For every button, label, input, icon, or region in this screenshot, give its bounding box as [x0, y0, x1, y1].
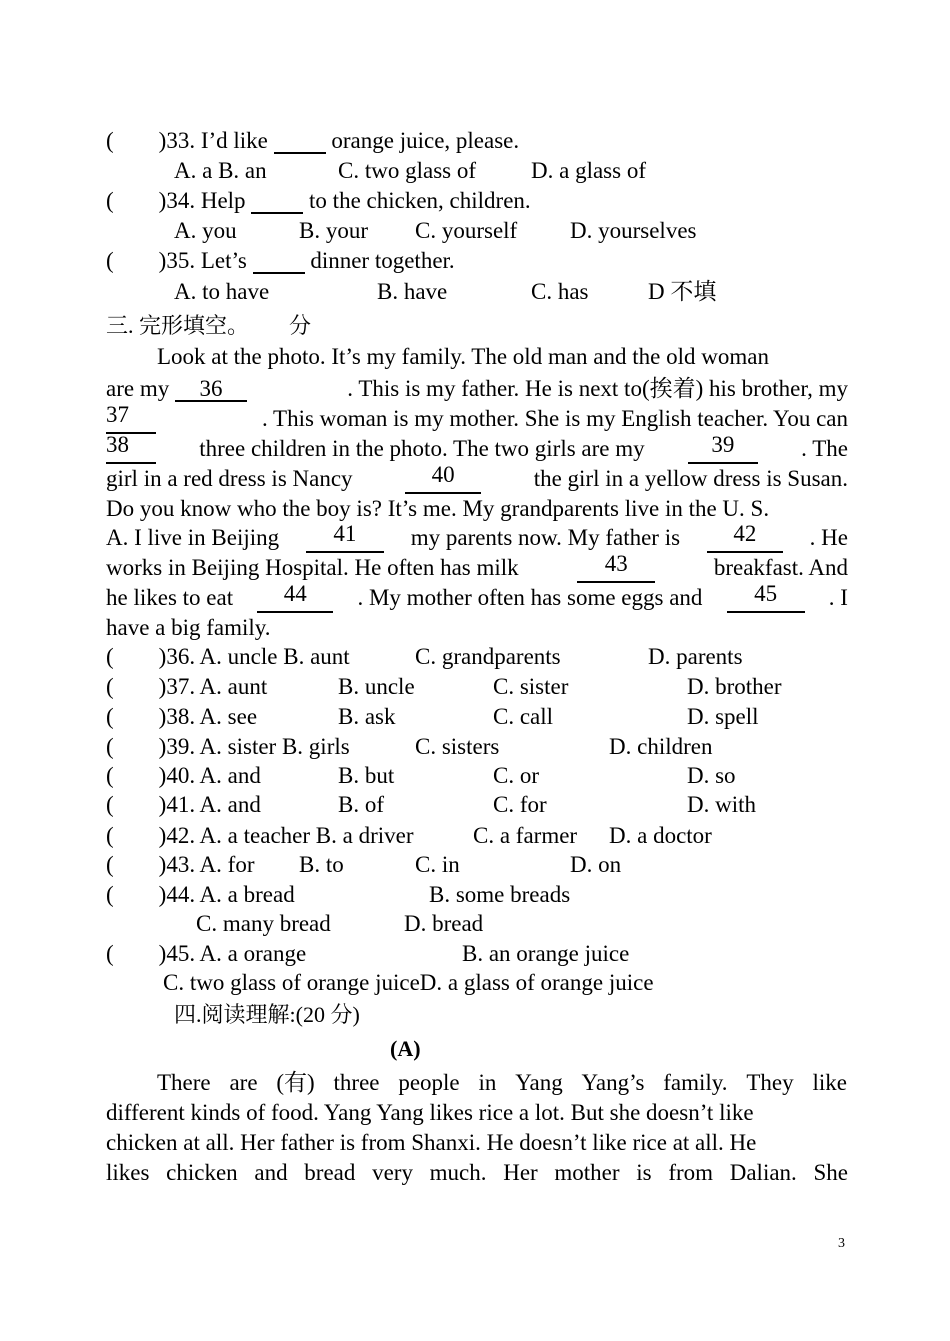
- passage-line-8: [106, 553, 848, 583]
- question-39: [106, 732, 350, 762]
- option-c: C. or: [493, 763, 539, 788]
- question-41: [106, 790, 261, 820]
- option-d: D. parents: [648, 644, 743, 669]
- reading-line-4: [106, 1158, 848, 1188]
- answer-paren: (: [106, 674, 114, 699]
- answer-paren: (: [106, 763, 114, 788]
- answer-paren: (: [106, 823, 114, 848]
- reading-word: is: [636, 1160, 652, 1185]
- passage-line-6: Do you know who the boy is? It’s me. My grandparents live in the U. S.: [106, 496, 770, 521]
- answer-blank: [251, 190, 303, 214]
- option-b: B. of: [338, 792, 384, 817]
- passage-text: . This is my father. He is next to(挨着) his brother, my: [347, 376, 848, 401]
- reading-word: family.: [663, 1070, 728, 1095]
- option-c: C. grandparents: [415, 644, 561, 669]
- reading-word: much.: [429, 1160, 487, 1185]
- reading-word: She: [813, 1160, 848, 1185]
- reading-word: chicken: [166, 1160, 238, 1185]
- option-c: C. call: [493, 704, 554, 729]
- option-ab: )36. A. uncle B. aunt: [158, 644, 350, 669]
- option-d: D. brother: [687, 674, 782, 699]
- option-c: C. has: [531, 279, 589, 304]
- passage-text: the girl in a yellow dress is Susan.: [533, 466, 848, 491]
- option-a: )40. A. and: [158, 763, 261, 788]
- question-34: [106, 186, 531, 216]
- question-33: [106, 126, 519, 156]
- option-d: D. spell: [687, 704, 759, 729]
- reading-word: Yang’s: [581, 1070, 645, 1095]
- passage-text: girl in a red dress is Nancy: [106, 466, 353, 491]
- option-d: D. with: [687, 792, 756, 817]
- option-c: C. a farmer: [473, 823, 578, 848]
- option-c: C. yourself: [415, 218, 518, 243]
- answer-paren: (: [106, 248, 114, 273]
- question-37: [106, 672, 267, 702]
- option-b: B. to: [299, 852, 344, 877]
- reading-line-2: different kinds of food. Yang Yang likes rice a lot. But she doesn’t like: [106, 1100, 754, 1125]
- option-d: D. so: [687, 763, 736, 788]
- reading-word: from: [668, 1160, 714, 1185]
- question-36: [106, 642, 350, 672]
- section-3-score: 分: [289, 313, 312, 338]
- option-a: )45. A. a orange: [158, 941, 307, 966]
- reading-word: mother: [554, 1160, 620, 1185]
- passage-text: . The: [801, 436, 848, 461]
- passage-text: . He: [809, 525, 848, 550]
- option-a: A. you: [174, 218, 237, 243]
- option-ab: )42. A. a teacher B. a driver: [158, 823, 414, 848]
- reading-word: (有): [276, 1070, 315, 1095]
- answer-paren: (: [106, 792, 114, 817]
- option-d: D. children: [609, 734, 713, 759]
- blank-38: 38: [106, 434, 156, 464]
- part-a-heading: (A): [390, 1036, 421, 1061]
- reading-word: three: [333, 1070, 380, 1095]
- passage-line-3: [106, 404, 848, 434]
- answer-paren: (: [106, 644, 114, 669]
- passage-text: A. I live in Beijing: [106, 525, 280, 550]
- question-stem-end: to the chicken, children.: [303, 188, 531, 213]
- reading-word: in: [478, 1070, 497, 1095]
- reading-word: Her: [503, 1160, 538, 1185]
- option-a: )43. A. for: [158, 852, 255, 877]
- option-c: C. two glass of: [338, 158, 476, 183]
- question-stem-end: dinner together.: [304, 248, 455, 273]
- option-d: D. yourselves: [570, 218, 697, 243]
- answer-paren: (: [106, 188, 114, 213]
- answer-paren: (: [106, 852, 114, 877]
- question-43: [106, 850, 255, 880]
- option-d: D. a glass of: [531, 158, 646, 183]
- option-ab: )39. A. sister B. girls: [158, 734, 350, 759]
- option-b: B. uncle: [338, 674, 415, 699]
- passage-text: . This woman is my mother. She is my English teacher. You can: [261, 406, 848, 431]
- reading-word: are: [229, 1070, 258, 1095]
- option-b: B. your: [299, 218, 368, 243]
- options-33: [174, 156, 267, 186]
- blank-39: 39: [688, 434, 758, 464]
- blank-45: 45: [727, 583, 805, 613]
- question-44: [106, 880, 295, 910]
- passage-line-10: have a big family.: [106, 615, 271, 640]
- option-c: C. in: [415, 852, 460, 877]
- passage-text: he likes to eat: [106, 585, 234, 610]
- option-b: B. have: [377, 279, 448, 304]
- reading-line-3: chicken at all. Her father is from Shanxi. He doesn’t like rice at all. He: [106, 1130, 757, 1155]
- option-c: C. sisters: [415, 734, 500, 759]
- passage-text: my parents now. My father is: [410, 525, 681, 550]
- passage-line-5: [106, 464, 848, 494]
- passage-text: are my: [106, 376, 170, 401]
- reading-word: very: [372, 1160, 413, 1185]
- section-4-title: 四.阅读理解:(20 分): [174, 1002, 360, 1027]
- option-b: B. some breads: [429, 882, 571, 907]
- question-stem: )34. Help: [158, 188, 252, 213]
- passage-text: breakfast. And: [713, 555, 848, 580]
- reading-word: and: [254, 1160, 288, 1185]
- blank-43: 43: [577, 553, 655, 583]
- passage-text: . My mother often has some eggs and: [357, 585, 703, 610]
- passage-line-1: Look at the photo. It’s my family. The old man and the old woman: [157, 344, 769, 369]
- reading-line-1: [157, 1068, 847, 1098]
- option-a: )38. A. see: [158, 704, 258, 729]
- reading-word: They: [746, 1070, 794, 1095]
- answer-paren: (: [106, 941, 114, 966]
- passage-line-4: [106, 434, 848, 464]
- option-cd: C. two glass of orange juiceD. a glass of orange juice: [163, 970, 654, 995]
- answer-paren: (: [106, 882, 114, 907]
- option-b: B. but: [338, 763, 395, 788]
- reading-word: people: [398, 1070, 460, 1095]
- passage-text: three children in the photo. The two girls are my: [199, 436, 645, 461]
- answer-blank: [274, 130, 326, 154]
- blank-37: 37: [106, 404, 156, 434]
- blank-44: 44: [257, 583, 333, 613]
- question-40: [106, 761, 261, 791]
- question-38: [106, 702, 257, 732]
- section-3-heading: [106, 311, 311, 341]
- option-b: B. ask: [338, 704, 396, 729]
- reading-word: likes: [106, 1160, 150, 1185]
- section-3-title: 三. 完形填空。: [106, 313, 250, 338]
- blank-36: 36: [175, 378, 247, 402]
- blank-41: 41: [306, 523, 384, 553]
- passage-line-2: [106, 374, 848, 404]
- answer-paren: (: [106, 128, 114, 153]
- reading-word: Dalian.: [729, 1160, 797, 1185]
- option-d: D 不填: [648, 279, 717, 304]
- answer-paren: (: [106, 734, 114, 759]
- page-number: 3: [838, 1236, 845, 1251]
- option-a: )44. A. a bread: [158, 882, 295, 907]
- reading-word: like: [812, 1070, 847, 1095]
- reading-word: bread: [304, 1160, 356, 1185]
- passage-line-7: [106, 523, 848, 553]
- question-stem: )35. Let’s: [158, 248, 253, 273]
- option-b: B. an orange juice: [462, 941, 630, 966]
- passage-text: . I: [828, 585, 848, 610]
- passage-text: works in Beijing Hospital. He often has milk: [106, 555, 519, 580]
- option-a: A. to have: [174, 279, 270, 304]
- passage-line-9: [106, 583, 848, 613]
- option-a: A. a B. an: [174, 158, 267, 183]
- option-c: C. sister: [493, 674, 569, 699]
- option-d: D. a doctor: [609, 823, 712, 848]
- question-35: [106, 246, 455, 276]
- option-d: D. on: [570, 852, 622, 877]
- blank-40: 40: [405, 464, 481, 494]
- option-a: )37. A. aunt: [158, 674, 268, 699]
- question-stem-end: orange juice, please.: [325, 128, 520, 153]
- option-a: )41. A. and: [158, 792, 261, 817]
- question-stem: )33. I’d like: [158, 128, 274, 153]
- option-c: C. for: [493, 792, 547, 817]
- option-d: D. bread: [404, 911, 484, 936]
- question-42: [106, 821, 413, 851]
- question-45: [106, 939, 306, 969]
- answer-paren: (: [106, 704, 114, 729]
- blank-42: 42: [707, 523, 783, 553]
- reading-word: Yang: [515, 1070, 563, 1095]
- reading-word: There: [157, 1070, 211, 1095]
- option-c: C. many bread: [196, 911, 331, 936]
- answer-blank: [253, 250, 305, 274]
